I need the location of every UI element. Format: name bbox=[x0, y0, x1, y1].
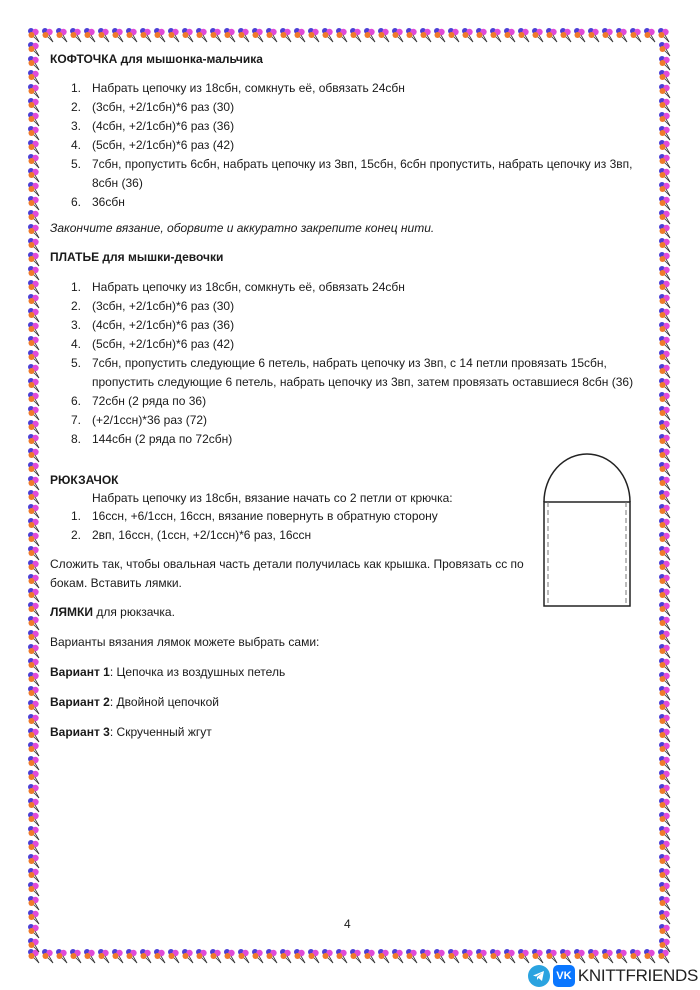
balloon-icon bbox=[55, 948, 69, 962]
list-number: 5. bbox=[71, 356, 82, 370]
balloon-icon bbox=[27, 41, 41, 55]
balloon-icon bbox=[629, 27, 643, 41]
straps-title bbox=[50, 603, 175, 621]
section-title-dress: ПЛАТЬЕ для мышки-девочки bbox=[50, 250, 224, 264]
list-number: 3. bbox=[71, 318, 82, 332]
balloon-icon bbox=[251, 948, 265, 962]
balloon-icon bbox=[658, 923, 672, 937]
list-number: 7. bbox=[71, 413, 82, 427]
balloon-icon bbox=[559, 27, 573, 41]
list-number: 6. bbox=[71, 394, 82, 408]
finishing-note: Закончите вязание, оборвите и аккуратно закрепите конец нити. bbox=[50, 221, 435, 235]
balloon-icon bbox=[27, 321, 41, 335]
balloon-icon bbox=[658, 811, 672, 825]
balloon-icon bbox=[658, 139, 672, 153]
balloon-icon bbox=[363, 27, 377, 41]
variant-text: : Скрученный жгут bbox=[109, 725, 212, 739]
balloon-icon bbox=[97, 948, 111, 962]
balloon-icon bbox=[601, 27, 615, 41]
balloon-icon bbox=[27, 909, 41, 923]
balloon-icon bbox=[27, 839, 41, 853]
balloon-icon bbox=[643, 948, 657, 962]
list-text: пропустить следующие 6 петель, набрать цепочку из 3вп, затем провязать оставшиеся 8сбн (36) bbox=[92, 375, 634, 389]
balloon-icon bbox=[658, 195, 672, 209]
balloon-icon bbox=[27, 643, 41, 657]
list-number: 6. bbox=[71, 195, 82, 209]
balloon-icon bbox=[27, 881, 41, 895]
balloon-icon bbox=[545, 27, 559, 41]
backpack-pattern-diagram bbox=[540, 450, 635, 610]
balloon-icon bbox=[658, 671, 672, 685]
balloon-icon bbox=[658, 237, 672, 251]
balloon-icon bbox=[658, 475, 672, 489]
balloon-icon bbox=[658, 447, 672, 461]
balloon-icon bbox=[321, 27, 335, 41]
list-text: 72сбн (2 ряда по 36) bbox=[92, 394, 207, 408]
balloon-icon bbox=[658, 307, 672, 321]
balloon-icon bbox=[658, 517, 672, 531]
balloon-icon bbox=[658, 293, 672, 307]
balloon-icon bbox=[153, 948, 167, 962]
balloon-icon bbox=[111, 27, 125, 41]
balloon-icon bbox=[391, 948, 405, 962]
balloon-icon bbox=[658, 97, 672, 111]
balloon-icon bbox=[27, 503, 41, 517]
list-text: (5сбн, +2/1сбн)*6 раз (42) bbox=[92, 138, 235, 152]
list-text: (3сбн, +2/1сбн)*6 раз (30) bbox=[92, 100, 235, 114]
balloon-icon bbox=[658, 769, 672, 783]
balloon-icon bbox=[279, 27, 293, 41]
balloon-icon bbox=[27, 377, 41, 391]
variant-item bbox=[50, 663, 285, 681]
balloon-icon bbox=[27, 769, 41, 783]
balloon-icon bbox=[279, 948, 293, 962]
balloon-icon bbox=[167, 27, 181, 41]
balloon-icon bbox=[209, 948, 223, 962]
variant-item bbox=[50, 693, 219, 711]
balloon-icon bbox=[658, 349, 672, 363]
balloon-icon bbox=[335, 27, 349, 41]
list-number: 2. bbox=[71, 100, 82, 114]
balloon-icon bbox=[139, 948, 153, 962]
balloon-icon bbox=[658, 755, 672, 769]
balloon-icon bbox=[658, 741, 672, 755]
balloon-icon bbox=[27, 685, 41, 699]
balloon-icon bbox=[658, 783, 672, 797]
balloon-icon bbox=[27, 825, 41, 839]
balloon-icon bbox=[41, 27, 55, 41]
balloon-icon bbox=[293, 27, 307, 41]
balloon-icon bbox=[27, 559, 41, 573]
variant-item bbox=[50, 723, 212, 741]
balloon-icon bbox=[658, 629, 672, 643]
straps-title-bold: ЛЯМКИ bbox=[50, 605, 93, 619]
list-number: 2. bbox=[71, 299, 82, 313]
variant-label: Вариант 1 bbox=[50, 665, 110, 679]
balloon-icon bbox=[27, 27, 41, 41]
balloon-icon bbox=[265, 27, 279, 41]
brand-name[interactable]: KNITTFRIENDS bbox=[577, 966, 698, 985]
balloon-icon bbox=[615, 948, 629, 962]
balloon-icon bbox=[658, 937, 672, 951]
backpack-flap-arc bbox=[544, 454, 630, 502]
balloon-icon bbox=[27, 545, 41, 559]
balloon-icon bbox=[658, 69, 672, 83]
balloon-icon bbox=[573, 27, 587, 41]
balloon-icon bbox=[658, 363, 672, 377]
balloon-icon bbox=[27, 349, 41, 363]
balloon-icon bbox=[27, 195, 41, 209]
list-text: 144сбн (2 ряда по 72сбн) bbox=[92, 432, 233, 446]
list-text: (4сбн, +2/1сбн)*6 раз (36) bbox=[92, 119, 235, 133]
balloon-border-top bbox=[27, 27, 671, 41]
balloon-icon bbox=[27, 83, 41, 97]
list-number: 3. bbox=[71, 119, 82, 133]
balloon-icon bbox=[461, 27, 475, 41]
assembly-text-line-1: Сложить так, чтобы овальная часть детали получилась как крышка. Провязать сс по bbox=[50, 557, 524, 571]
balloon-icon bbox=[27, 727, 41, 741]
balloon-icon bbox=[27, 69, 41, 83]
balloon-icon bbox=[27, 853, 41, 867]
balloon-icon bbox=[658, 209, 672, 223]
list-text: 7сбн, пропустить следующие 6 петель, набрать цепочку из 3вп, с 14 петли провязать 15сбн, bbox=[92, 356, 607, 370]
variant-text: : Двойной цепочкой bbox=[109, 695, 219, 709]
section-title-backpack: РЮКЗАЧОК bbox=[50, 473, 119, 487]
list-number: 4. bbox=[71, 337, 82, 351]
balloon-icon bbox=[658, 167, 672, 181]
list-text: (3сбн, +2/1сбн)*6 раз (30) bbox=[92, 299, 235, 313]
balloon-icon bbox=[97, 27, 111, 41]
list-text: Набрать цепочку из 18сбн, сомкнуть её, обвязать 24сбн bbox=[92, 81, 405, 95]
list-number: 8. bbox=[71, 432, 82, 446]
balloon-icon bbox=[139, 27, 153, 41]
balloon-icon bbox=[658, 573, 672, 587]
balloon-icon bbox=[27, 671, 41, 685]
balloon-icon bbox=[517, 948, 531, 962]
balloon-icon bbox=[181, 948, 195, 962]
balloon-icon bbox=[658, 181, 672, 195]
balloon-icon bbox=[587, 948, 601, 962]
balloon-icon bbox=[55, 27, 69, 41]
balloon-icon bbox=[27, 307, 41, 321]
balloon-icon bbox=[658, 727, 672, 741]
balloon-icon bbox=[517, 27, 531, 41]
balloon-icon bbox=[658, 531, 672, 545]
balloon-icon bbox=[658, 279, 672, 293]
balloon-icon bbox=[475, 27, 489, 41]
balloon-icon bbox=[658, 699, 672, 713]
balloon-icon bbox=[27, 489, 41, 503]
balloon-icon bbox=[658, 489, 672, 503]
balloon-icon bbox=[27, 797, 41, 811]
balloon-icon bbox=[658, 601, 672, 615]
list-text: (4сбн, +2/1сбн)*6 раз (36) bbox=[92, 318, 235, 332]
balloon-icon bbox=[27, 181, 41, 195]
balloon-icon bbox=[27, 895, 41, 909]
balloon-icon bbox=[419, 27, 433, 41]
balloon-icon bbox=[475, 948, 489, 962]
list-text: 16ссн, +6/1ссн, 16ссн, вязание повернуть в обратную сторону bbox=[92, 509, 438, 523]
balloon-icon bbox=[293, 948, 307, 962]
balloon-icon bbox=[658, 111, 672, 125]
vk-icon[interactable]: VK bbox=[553, 965, 575, 987]
balloon-icon bbox=[658, 825, 672, 839]
balloon-icon bbox=[489, 948, 503, 962]
balloon-icon bbox=[27, 447, 41, 461]
balloon-icon bbox=[27, 125, 41, 139]
balloon-icon bbox=[27, 293, 41, 307]
balloon-icon bbox=[27, 783, 41, 797]
balloon-icon bbox=[307, 27, 321, 41]
balloon-icon bbox=[658, 503, 672, 517]
balloon-icon bbox=[27, 167, 41, 181]
section-title-sweater: КОФТОЧКА для мышонка-мальчика bbox=[50, 52, 263, 66]
balloon-icon bbox=[657, 27, 671, 41]
balloon-icon bbox=[27, 223, 41, 237]
balloon-icon bbox=[658, 41, 672, 55]
balloon-icon bbox=[658, 83, 672, 97]
balloon-icon bbox=[41, 948, 55, 962]
balloon-icon bbox=[658, 559, 672, 573]
balloon-icon bbox=[461, 948, 475, 962]
balloon-icon bbox=[503, 948, 517, 962]
balloon-icon bbox=[658, 867, 672, 881]
balloon-icon bbox=[307, 948, 321, 962]
balloon-icon bbox=[447, 27, 461, 41]
balloon-icon bbox=[658, 405, 672, 419]
balloon-icon bbox=[27, 251, 41, 265]
list-number: 5. bbox=[71, 157, 82, 171]
balloon-icon bbox=[658, 251, 672, 265]
balloon-icon bbox=[658, 419, 672, 433]
balloon-icon bbox=[167, 948, 181, 962]
balloon-icon bbox=[27, 97, 41, 111]
balloon-icon bbox=[658, 55, 672, 69]
balloon-icon bbox=[27, 279, 41, 293]
list-text: 36сбн bbox=[92, 195, 125, 209]
list-number: 2. bbox=[71, 528, 82, 542]
balloon-icon bbox=[27, 391, 41, 405]
balloon-icon bbox=[658, 881, 672, 895]
balloon-icon bbox=[27, 363, 41, 377]
balloon-icon bbox=[658, 433, 672, 447]
balloon-icon bbox=[181, 27, 195, 41]
list-text: 8сбн (36) bbox=[92, 176, 143, 190]
list-number: 1. bbox=[71, 509, 82, 523]
list-text: (+2/1ссн)*36 раз (72) bbox=[92, 413, 208, 427]
balloon-icon bbox=[27, 699, 41, 713]
list-number: 1. bbox=[71, 81, 82, 95]
balloon-border-right bbox=[658, 41, 672, 951]
balloon-icon bbox=[209, 27, 223, 41]
balloon-icon bbox=[658, 391, 672, 405]
balloon-icon bbox=[223, 948, 237, 962]
balloon-icon bbox=[503, 27, 517, 41]
balloon-icon bbox=[559, 948, 573, 962]
balloon-icon bbox=[27, 111, 41, 125]
list-text: 2вп, 16ссн, (1ссн, +2/1ссн)*6 раз, 16ссн bbox=[92, 528, 312, 542]
balloon-icon bbox=[405, 948, 419, 962]
balloon-icon bbox=[27, 531, 41, 545]
variant-label: Вариант 2 bbox=[50, 695, 110, 709]
balloon-icon bbox=[615, 27, 629, 41]
balloon-icon bbox=[69, 948, 83, 962]
balloon-icon bbox=[321, 948, 335, 962]
balloon-icon bbox=[658, 265, 672, 279]
balloon-icon bbox=[27, 517, 41, 531]
balloon-icon bbox=[658, 657, 672, 671]
balloon-icon bbox=[658, 797, 672, 811]
variant-text: : Цепочка из воздушных петель bbox=[109, 665, 286, 679]
balloon-icon bbox=[251, 27, 265, 41]
page-number: 4 bbox=[344, 917, 351, 931]
balloon-icon bbox=[27, 433, 41, 447]
balloon-icon bbox=[27, 657, 41, 671]
balloon-icon bbox=[658, 615, 672, 629]
balloon-icon bbox=[658, 153, 672, 167]
balloon-icon bbox=[391, 27, 405, 41]
balloon-icon bbox=[658, 853, 672, 867]
balloon-icon bbox=[125, 27, 139, 41]
balloon-icon bbox=[433, 27, 447, 41]
balloon-icon bbox=[27, 867, 41, 881]
footer-branding bbox=[528, 964, 698, 988]
balloon-icon bbox=[433, 948, 447, 962]
list-text: Набрать цепочку из 18сбн, сомкнуть её, обвязать 24сбн bbox=[92, 280, 405, 294]
balloon-icon bbox=[27, 601, 41, 615]
balloon-icon bbox=[643, 27, 657, 41]
straps-intro: Варианты вязания лямок можете выбрать сами: bbox=[50, 635, 320, 649]
balloon-icon bbox=[27, 237, 41, 251]
list-text: (5сбн, +2/1сбн)*6 раз (42) bbox=[92, 337, 235, 351]
balloon-icon bbox=[27, 55, 41, 69]
balloon-icon bbox=[335, 948, 349, 962]
telegram-icon[interactable] bbox=[528, 965, 550, 987]
balloon-icon bbox=[265, 948, 279, 962]
balloon-icon bbox=[601, 948, 615, 962]
balloon-icon bbox=[27, 811, 41, 825]
balloon-icon bbox=[349, 948, 363, 962]
straps-title-rest: для рюкзачка. bbox=[93, 605, 175, 619]
balloon-icon bbox=[545, 948, 559, 962]
balloon-icon bbox=[377, 948, 391, 962]
balloon-icon bbox=[27, 209, 41, 223]
balloon-icon bbox=[27, 587, 41, 601]
balloon-icon bbox=[195, 27, 209, 41]
balloon-icon bbox=[658, 545, 672, 559]
balloon-icon bbox=[658, 377, 672, 391]
balloon-icon bbox=[111, 948, 125, 962]
backpack-body-outline bbox=[544, 502, 630, 606]
balloon-icon bbox=[658, 643, 672, 657]
balloon-icon bbox=[658, 895, 672, 909]
balloon-icon bbox=[69, 27, 83, 41]
balloon-icon bbox=[405, 27, 419, 41]
balloon-icon bbox=[658, 125, 672, 139]
balloon-icon bbox=[573, 948, 587, 962]
balloon-icon bbox=[658, 587, 672, 601]
balloon-icon bbox=[658, 223, 672, 237]
assembly-text-line-2: бокам. Вставить лямки. bbox=[50, 576, 182, 590]
balloon-icon bbox=[27, 573, 41, 587]
balloon-icon bbox=[658, 839, 672, 853]
balloon-icon bbox=[153, 27, 167, 41]
intro-text: Набрать цепочку из 18сбн, вязание начать со 2 петли от крючка: bbox=[92, 491, 453, 505]
balloon-icon bbox=[377, 27, 391, 41]
balloon-icon bbox=[658, 909, 672, 923]
balloon-icon bbox=[27, 475, 41, 489]
balloon-icon bbox=[587, 27, 601, 41]
balloon-icon bbox=[27, 153, 41, 167]
balloon-icon bbox=[83, 948, 97, 962]
balloon-border-bottom bbox=[27, 948, 671, 962]
balloon-icon bbox=[629, 948, 643, 962]
list-number: 4. bbox=[71, 138, 82, 152]
balloon-icon bbox=[27, 419, 41, 433]
balloon-icon bbox=[237, 27, 251, 41]
balloon-icon bbox=[447, 948, 461, 962]
variant-label: Вариант 3 bbox=[50, 725, 110, 739]
balloon-icon bbox=[531, 948, 545, 962]
balloon-icon bbox=[27, 713, 41, 727]
balloon-icon bbox=[195, 948, 209, 962]
balloon-icon bbox=[223, 27, 237, 41]
balloon-icon bbox=[27, 937, 41, 951]
balloon-icon bbox=[27, 923, 41, 937]
balloon-icon bbox=[27, 755, 41, 769]
balloon-icon bbox=[419, 948, 433, 962]
balloon-icon bbox=[658, 685, 672, 699]
balloon-icon bbox=[125, 948, 139, 962]
balloon-icon bbox=[27, 139, 41, 153]
balloon-icon bbox=[27, 265, 41, 279]
balloon-icon bbox=[531, 27, 545, 41]
balloon-icon bbox=[658, 321, 672, 335]
list-text: 7сбн, пропустить 6сбн, набрать цепочку из 3вп, 15сбн, 6сбн пропустить, набрать цепочку из 3вп, bbox=[92, 157, 633, 171]
balloon-icon bbox=[27, 615, 41, 629]
balloon-icon bbox=[27, 405, 41, 419]
balloon-icon bbox=[658, 713, 672, 727]
balloon-icon bbox=[658, 461, 672, 475]
balloon-icon bbox=[27, 335, 41, 349]
balloon-border-left bbox=[27, 41, 41, 951]
balloon-icon bbox=[27, 461, 41, 475]
balloon-icon bbox=[363, 948, 377, 962]
list-number: 1. bbox=[71, 280, 82, 294]
balloon-icon bbox=[349, 27, 363, 41]
balloon-icon bbox=[237, 948, 251, 962]
balloon-icon bbox=[658, 335, 672, 349]
balloon-icon bbox=[489, 27, 503, 41]
balloon-icon bbox=[27, 741, 41, 755]
balloon-icon bbox=[27, 629, 41, 643]
balloon-icon bbox=[83, 27, 97, 41]
